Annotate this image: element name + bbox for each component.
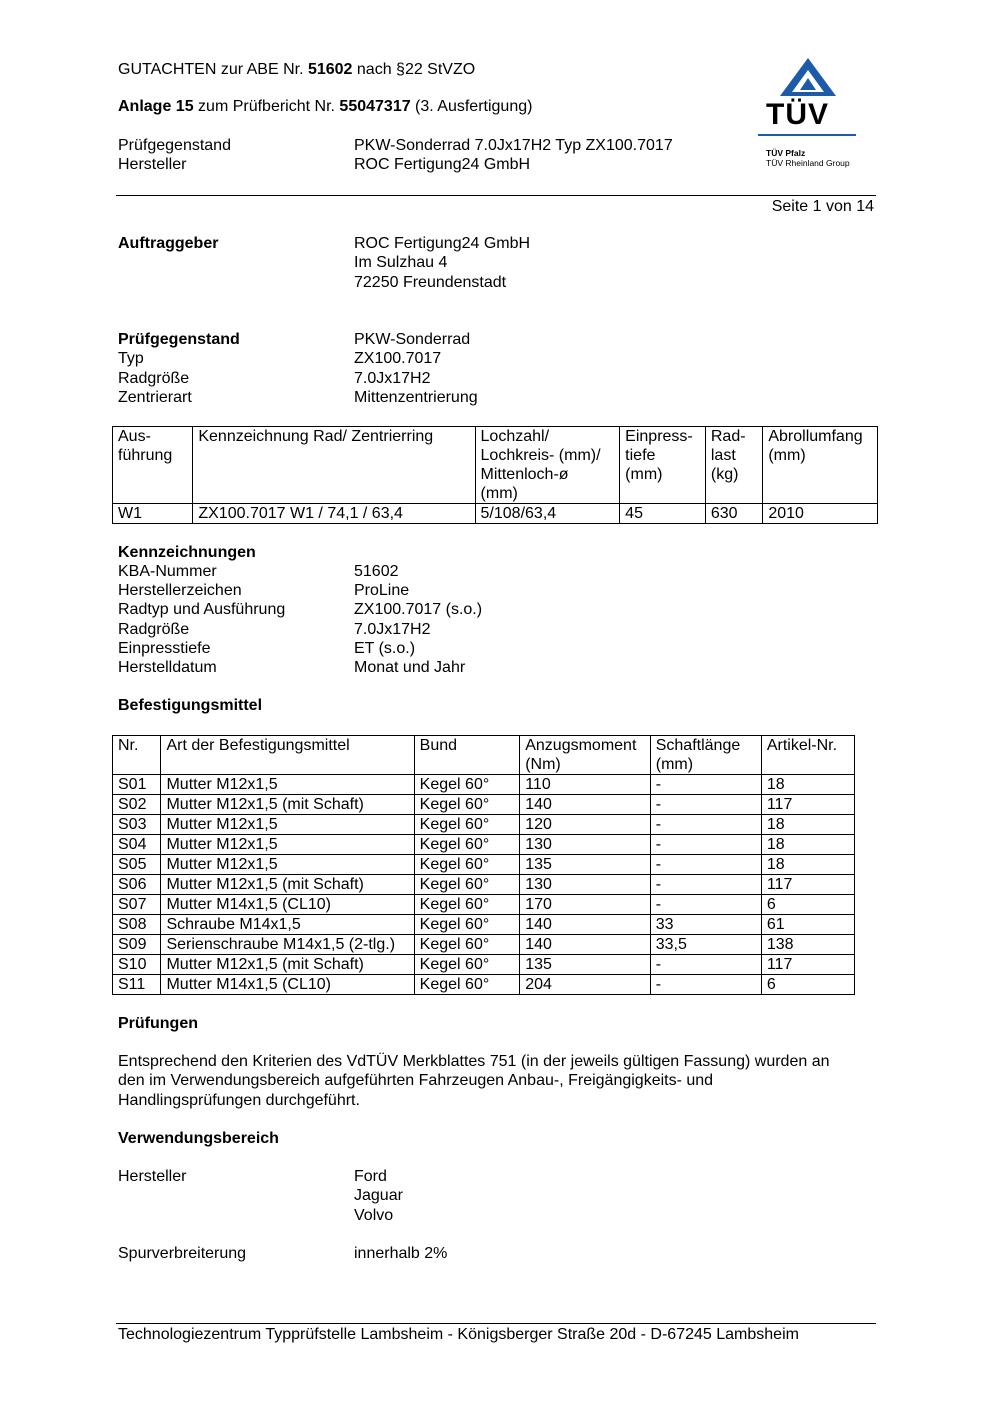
logo-brand: TÜV <box>766 98 829 131</box>
table-cell: 18 <box>761 855 854 875</box>
fasteners-title: Befestigungsmittel <box>118 697 263 714</box>
table-cell: 33 <box>650 915 761 935</box>
tests-text-line: Handlingsprüfungen durchgeführt. <box>118 1091 360 1109</box>
field-value: 51602 <box>354 563 399 580</box>
table-cell: 170 <box>520 895 651 915</box>
maker-name: Jaguar <box>354 1187 403 1205</box>
report-title <box>118 60 475 79</box>
table-cell: Mutter M14x1,5 (CL10) <box>161 895 414 915</box>
logo-line2: TÜV Rheinland Group <box>766 158 850 168</box>
table-row <box>113 795 855 815</box>
table-row <box>113 915 855 935</box>
table-cell: 140 <box>520 915 651 935</box>
table-cell: Kegel 60° <box>414 855 520 875</box>
logo-bar <box>758 134 856 136</box>
usage-title: Verwendungsbereich <box>118 1130 279 1147</box>
table-cell: W1 <box>113 504 193 524</box>
table-cell: 135 <box>520 955 651 975</box>
table-row <box>113 815 855 835</box>
title-suffix: nach §22 StVZO <box>352 61 476 78</box>
fasteners-table <box>112 735 855 995</box>
column-header: Abrollumfang (mm) <box>763 427 878 504</box>
table-cell: 18 <box>761 815 854 835</box>
field-label: Prüfgegenstand <box>118 137 231 154</box>
field-label: Herstelldatum <box>118 659 217 676</box>
tests-text-line: Entsprechend den Kriterien des VdTÜV Merkblattes 751 (in der jeweils gültigen Fassung) wurden an <box>118 1053 830 1070</box>
table-row <box>113 895 855 915</box>
table-cell: 130 <box>520 875 651 895</box>
table-cell: 61 <box>761 915 854 935</box>
field-value: ROC Fertigung24 GmbH <box>354 156 531 174</box>
column-header: Rad- last (kg) <box>705 427 762 504</box>
page-number: Seite 1 von 14 <box>771 198 874 215</box>
field-label: Einpresstiefe <box>118 639 211 657</box>
table-cell: - <box>650 855 761 875</box>
field-label: Radtyp und Ausführung <box>118 601 286 619</box>
annex-line <box>118 97 532 116</box>
table-cell: 6 <box>761 975 854 995</box>
field-value: ZX100.7017 <box>354 350 442 368</box>
table-cell: 18 <box>761 775 854 795</box>
table-cell: Mutter M12x1,5 (mit Schaft) <box>161 955 414 975</box>
client-label: Auftraggeber <box>118 235 219 252</box>
column-header: Nr. <box>113 736 161 775</box>
client-address-line: Im Sulzhau 4 <box>354 254 448 272</box>
field-value: ProLine <box>354 582 410 600</box>
table-row <box>113 955 855 975</box>
table-cell: S07 <box>113 895 161 915</box>
footer-address: Technologiezentrum Typprüfstelle Lambsheim - Königsberger Straße 20d - D-67245 Lambsheim <box>118 1326 799 1343</box>
footer-divider <box>116 1323 876 1324</box>
client-address-line: ROC Fertigung24 GmbH <box>354 235 531 252</box>
tuv-triangle-icon <box>778 56 838 100</box>
table-cell: S03 <box>113 815 161 835</box>
table-cell: 135 <box>520 855 651 875</box>
table-cell: S06 <box>113 875 161 895</box>
table-cell: 45 <box>620 504 706 524</box>
field-label: Radgröße <box>118 369 190 387</box>
table-cell: Mutter M12x1,5 <box>161 855 414 875</box>
table-cell: 5/108/63,4 <box>475 504 620 524</box>
table-cell: - <box>650 975 761 995</box>
table-cell: - <box>650 835 761 855</box>
field-label: KBA-Nummer <box>118 563 217 580</box>
field-value: ZX100.7017 (s.o.) <box>354 601 483 619</box>
column-header: Schaftlänge (mm) <box>650 736 761 775</box>
tests-text-line: den im Verwendungsbereich aufgeführten Fahrzeugen Anbau-, Freigängigkeits- und <box>118 1072 714 1090</box>
track-value: innerhalb 2% <box>354 1245 448 1262</box>
table-cell: 138 <box>761 935 854 955</box>
field-label: Hersteller <box>118 156 187 174</box>
table-cell: 6 <box>761 895 854 915</box>
table-cell: 2010 <box>763 504 878 524</box>
logo-line1: TÜV Pfalz <box>766 148 806 158</box>
table-row <box>113 775 855 795</box>
table-cell: Mutter M12x1,5 (mit Schaft) <box>161 875 414 895</box>
table-cell: Kegel 60° <box>414 795 520 815</box>
tests-title: Prüfungen <box>118 1015 198 1032</box>
maker-label: Hersteller <box>118 1168 187 1185</box>
column-header: Art der Befestigungsmittel <box>161 736 414 775</box>
table-cell: 18 <box>761 835 854 855</box>
markings-title: Kennzeichnungen <box>118 544 256 561</box>
column-header: Aus- führung <box>113 427 193 504</box>
maker-name: Ford <box>354 1168 387 1185</box>
table-cell: 204 <box>520 975 651 995</box>
track-label: Spurverbreiterung <box>118 1245 247 1262</box>
tuv-logo <box>758 56 868 176</box>
table-cell: 630 <box>705 504 762 524</box>
table-cell: S04 <box>113 835 161 855</box>
table-cell: 117 <box>761 795 854 815</box>
table-cell: S10 <box>113 955 161 975</box>
table-cell: Kegel 60° <box>414 915 520 935</box>
table-cell: Kegel 60° <box>414 775 520 795</box>
table-cell: - <box>650 955 761 975</box>
table-cell: - <box>650 775 761 795</box>
table-cell: S08 <box>113 915 161 935</box>
table-cell: Mutter M14x1,5 (CL10) <box>161 975 414 995</box>
table-cell: S05 <box>113 855 161 875</box>
table-cell: S11 <box>113 975 161 995</box>
table-cell: 117 <box>761 955 854 975</box>
table-cell: Mutter M12x1,5 (mit Schaft) <box>161 795 414 815</box>
table-cell: S02 <box>113 795 161 815</box>
table-cell: Kegel 60° <box>414 935 520 955</box>
table-cell: Kegel 60° <box>414 835 520 855</box>
table-cell: - <box>650 875 761 895</box>
table-header-row <box>113 736 855 775</box>
field-label: Herstellerzeichen <box>118 582 242 600</box>
table-row <box>113 935 855 955</box>
table-row <box>113 855 855 875</box>
header-divider <box>116 195 876 196</box>
abe-number: 51602 <box>307 61 353 78</box>
annex-label: Anlage 15 <box>118 98 194 115</box>
table-row <box>113 975 855 995</box>
field-value: Mittenzentrierung <box>354 388 478 406</box>
table-cell: 33,5 <box>650 935 761 955</box>
field-value: 7.0Jx17H2 <box>354 620 431 638</box>
table-cell: Mutter M12x1,5 <box>161 835 414 855</box>
table-cell: Mutter M12x1,5 <box>161 815 414 835</box>
field-value: ET (s.o.) <box>354 639 416 657</box>
wheel-table <box>112 426 878 524</box>
field-label: Zentrierart <box>118 388 192 406</box>
field-value: PKW-Sonderrad <box>354 331 471 348</box>
column-header: Kennzeichnung Rad/ Zentrierring <box>193 427 475 504</box>
field-value: 7.0Jx17H2 <box>354 369 431 387</box>
table-cell: - <box>650 895 761 915</box>
logo-subtitle <box>766 148 850 168</box>
field-value: PKW-Sonderrad 7.0Jx17H2 Typ ZX100.7017 <box>354 137 673 154</box>
column-header: Lochzahl/ Lochkreis- (mm)/ Mittenloch-ø (mm) <box>475 427 620 504</box>
maker-name: Volvo <box>354 1206 394 1224</box>
table-cell: 140 <box>520 795 651 815</box>
annex-text: zum Prüfbericht Nr. <box>193 98 340 115</box>
client-address-line: 72250 Freundenstadt <box>354 273 507 291</box>
field-label: Radgröße <box>118 620 190 638</box>
table-header-row <box>113 427 878 504</box>
table-cell: Kegel 60° <box>414 895 520 915</box>
table-cell: Kegel 60° <box>414 955 520 975</box>
column-header: Anzugsmoment (Nm) <box>520 736 651 775</box>
table-row <box>113 875 855 895</box>
table-cell: ZX100.7017 W1 / 74,1 / 63,4 <box>193 504 475 524</box>
table-cell: 130 <box>520 835 651 855</box>
table-cell: Kegel 60° <box>414 875 520 895</box>
field-label: Prüfgegenstand <box>118 331 240 348</box>
title-text: GUTACHTEN zur ABE Nr. <box>118 61 308 78</box>
table-cell: - <box>650 795 761 815</box>
column-header: Einpress- tiefe (mm) <box>620 427 706 504</box>
report-number: 55047317 <box>339 98 411 115</box>
column-header: Artikel-Nr. <box>761 736 854 775</box>
table-cell: 110 <box>520 775 651 795</box>
table-cell: 140 <box>520 935 651 955</box>
table-cell: Kegel 60° <box>414 975 520 995</box>
table-cell: 117 <box>761 875 854 895</box>
table-cell: Kegel 60° <box>414 815 520 835</box>
table-cell: 120 <box>520 815 651 835</box>
table-cell: Serienschraube M14x1,5 (2-tlg.) <box>161 935 414 955</box>
column-header: Bund <box>414 736 520 775</box>
table-cell: - <box>650 815 761 835</box>
field-value: Monat und Jahr <box>354 659 466 676</box>
field-label: Typ <box>118 350 144 368</box>
table-row <box>113 504 878 524</box>
copy-note: (3. Ausfertigung) <box>410 98 533 115</box>
table-cell: S01 <box>113 775 161 795</box>
table-row <box>113 835 855 855</box>
table-cell: Mutter M12x1,5 <box>161 775 414 795</box>
table-cell: S09 <box>113 935 161 955</box>
table-cell: Schraube M14x1,5 <box>161 915 414 935</box>
